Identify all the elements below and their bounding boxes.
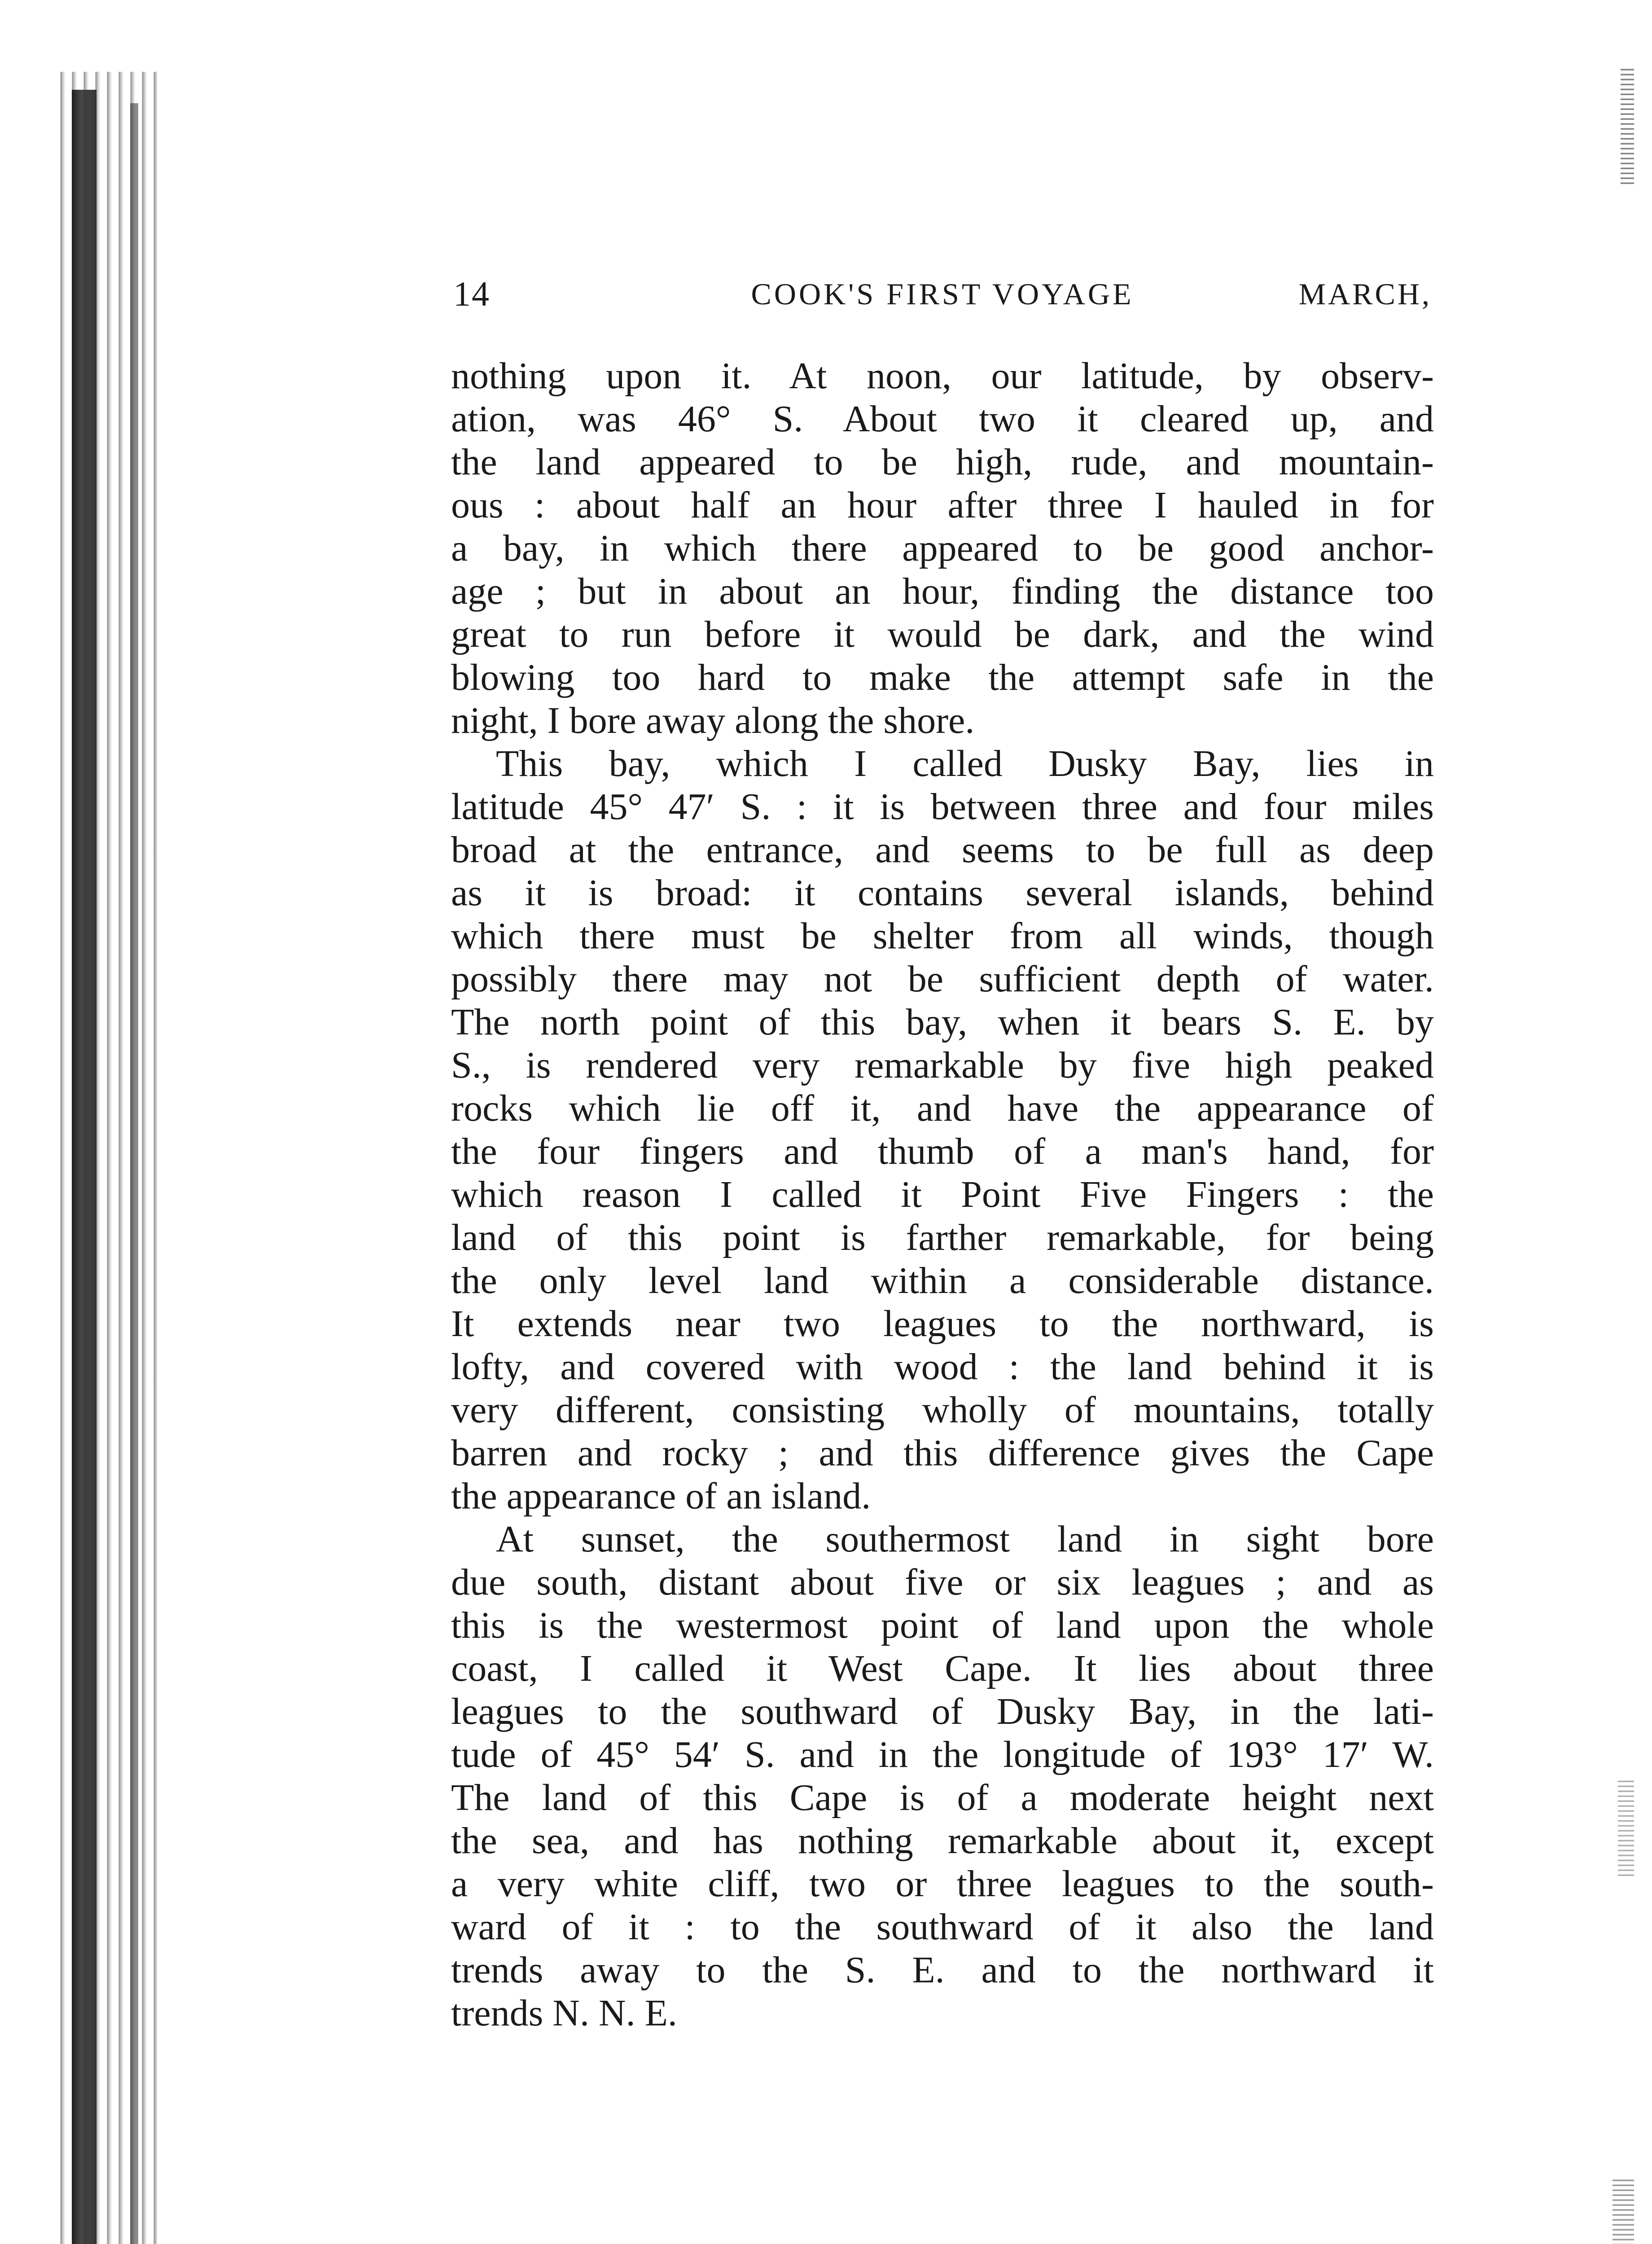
text-line: broad at the entrance, and seems to be full as deep [451, 829, 1434, 871]
text-line: ation, was 46° S. About two it cleared up, and [451, 398, 1434, 440]
text-line: a bay, in which there appeared to be good anchor- [451, 527, 1434, 569]
binding-edge [72, 90, 96, 2244]
text-line: ous : about half an hour after three I hauled in for [451, 484, 1434, 526]
text-line: due south, distant about five or six leagues ; and as [451, 1561, 1434, 1603]
binding-edge-inner [130, 103, 138, 2244]
text-line: land of this point is farther remarkable, for being [451, 1217, 1434, 1258]
text-line: This bay, which I called Dusky Bay, lies in [496, 743, 1434, 785]
text-line: great to run before it would be dark, and the wind [451, 614, 1434, 655]
text-line: coast, I called it West Cape. It lies about three [451, 1648, 1434, 1689]
text-line: age ; but in about an hour, finding the distance too [451, 570, 1434, 612]
text-line: possibly there may not be sufficient depth of water. [451, 958, 1434, 1000]
text-line: barren and rocky ; and this difference gives the Cape [451, 1432, 1434, 1474]
running-head [453, 274, 1432, 314]
text-line: which reason I called it Point Five Fingers : the [451, 1174, 1434, 1215]
text-line: leagues to the southward of Dusky Bay, in the lati- [451, 1691, 1434, 1732]
text-line: The north point of this bay, when it bears S. E. by [451, 1001, 1434, 1043]
text-line: tude of 45° 54′ S. and in the longitude of 193° 17′ W. [451, 1734, 1434, 1775]
text-line: nothing upon it. At noon, our latitude, by observ- [451, 355, 1434, 397]
edge-speckle [1621, 67, 1634, 184]
text-line: very different, consisting wholly of mountains, totally [451, 1389, 1434, 1431]
text-line: as it is broad: it contains several islands, behind [451, 872, 1434, 914]
text-line: night, I bore away along the shore. [451, 700, 975, 741]
text-line: which there must be shelter from all winds, though [451, 915, 1434, 957]
edge-speckle [1613, 2177, 1634, 2244]
text-line: trends N. N. E. [451, 1992, 677, 2034]
text-line: the four fingers and thumb of a man's hand, for [451, 1131, 1434, 1172]
running-month: MARCH, [1298, 277, 1432, 311]
binding-shadow [54, 72, 157, 2244]
text-line: At sunset, the southermost land in sight bore [496, 1518, 1434, 1560]
text-line: trends away to the S. E. and to the northward it [451, 1949, 1434, 1991]
text-line: S., is rendered very remarkable by five high peaked [451, 1044, 1434, 1086]
text-line: the sea, and has nothing remarkable about it, except [451, 1820, 1434, 1862]
text-line: ward of it : to the southward of it also the land [451, 1906, 1434, 1948]
running-title: COOK'S FIRST VOYAGE [751, 277, 1134, 311]
text-line: lofty, and covered with wood : the land behind it is [451, 1346, 1434, 1388]
text-line: blowing too hard to make the attempt safe in the [451, 657, 1434, 698]
text-line: the appearance of an island. [451, 1475, 871, 1517]
text-line: the land appeared to be high, rude, and mountain- [451, 441, 1434, 483]
text-line: this is the westermost point of land upon the whole [451, 1604, 1434, 1646]
text-line: a very white cliff, two or three leagues to the south- [451, 1863, 1434, 1905]
edge-speckle [1618, 1777, 1634, 1876]
text-line: latitude 45° 47′ S. : it is between three and four miles [451, 786, 1434, 828]
text-line: the only level land within a considerable distance. [451, 1260, 1434, 1302]
text-line: rocks which lie off it, and have the appearance of [451, 1087, 1434, 1129]
page-number: 14 [453, 274, 490, 313]
text-line: The land of this Cape is of a moderate height next [451, 1777, 1434, 1819]
text-line: It extends near two leagues to the northward, is [451, 1303, 1434, 1345]
body-text [451, 355, 1434, 2035]
